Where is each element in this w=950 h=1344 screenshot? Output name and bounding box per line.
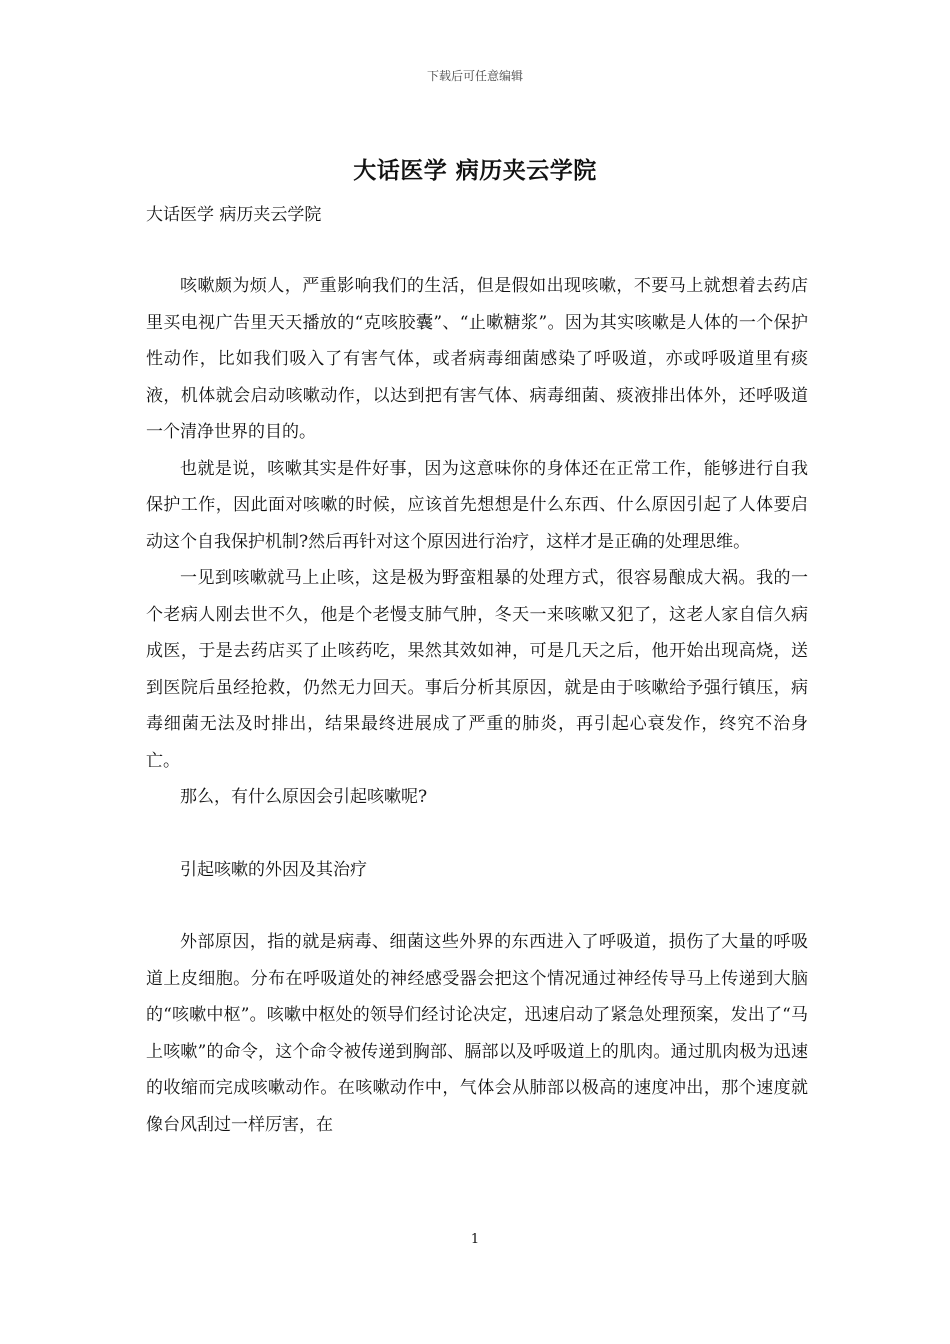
body-paragraph-4: 那么，有什么原因会引起咳嗽呢? [180, 787, 428, 807]
body-paragraph-2: 也就是说，咳嗽其实是件好事，因为这意味你的身体还在正常工作，能够进行自我保护工作，因此面对咳嗽的时候，应该首先想想是什么东西、什么原因引起了人体要启动这个自我保护机制?然后再针对这个原因进行治疗，这样才是正确的处理思维。 [146, 458, 808, 552]
document-body [146, 268, 808, 1143]
section-paragraph: 外部原因，指的就是病毒、细菌这些外界的东西进入了呼吸道，损伤了大量的呼吸道上皮细胞。分布在呼吸道处的神经感受器会把这个情况通过神经传导马上传递到大脑的“咳嗽中枢”。咳嗽中枢处的领导们经讨论决定，迅速启动了紧急处理预案，发出了“马上咳嗽”的命令，这个命令被传递到胸部、膈部以及呼吸道上的肌肉。通过肌肉极为迅速的收缩而完成咳嗽动作。在咳嗽动作中，气体会从肺部以极高的速度冲出，那个速度就像台风刮过一样厉害，在 [146, 932, 808, 1135]
document-title: 大话医学 病历夹云学院 [353, 157, 597, 184]
body-paragraph-1: 咳嗽颇为烦人，严重影响我们的生活，但是假如出现咳嗽，不要马上就想着去药店里买电视广告里天天播放的“克咳胶囊”、“止嗽糖浆”。因为其实咳嗽是人体的一个保护性动作，比如我们吸入了有害气体，或者病毒细菌感染了呼吸道，亦或呼吸道里有痰液，机体就会启动咳嗽动作，以达到把有害气体、病毒细菌、痰液排出体外，还呼吸道一个清净世界的目的。 [146, 276, 808, 442]
body-paragraph-3: 一见到咳嗽就马上止咳，这是极为野蛮粗暴的处理方式，很容易酿成大祸。我的一个老病人刚去世不久，他是个老慢支肺气肿，冬天一来咳嗽又犯了，这老人家自信久病成医，于是去药店买了止咳药吃，果然其效如神，可是几天之后，他开始出现高烧，送到医院后虽经抢救，仍然无力回天。事后分析其原因，就是由于咳嗽给予强行镇压，病毒细菌无法及时排出，结果最终进展成了严重的肺炎，再引起心衰发作，终究不治身亡。 [146, 568, 808, 771]
document-subtitle: 大话医学 病历夹云学院 [146, 205, 322, 225]
page-number: 1 [470, 1232, 480, 1247]
section-heading: 引起咳嗽的外因及其治疗 [180, 859, 367, 880]
header-note: 下载后可任意编辑 [426, 69, 523, 83]
